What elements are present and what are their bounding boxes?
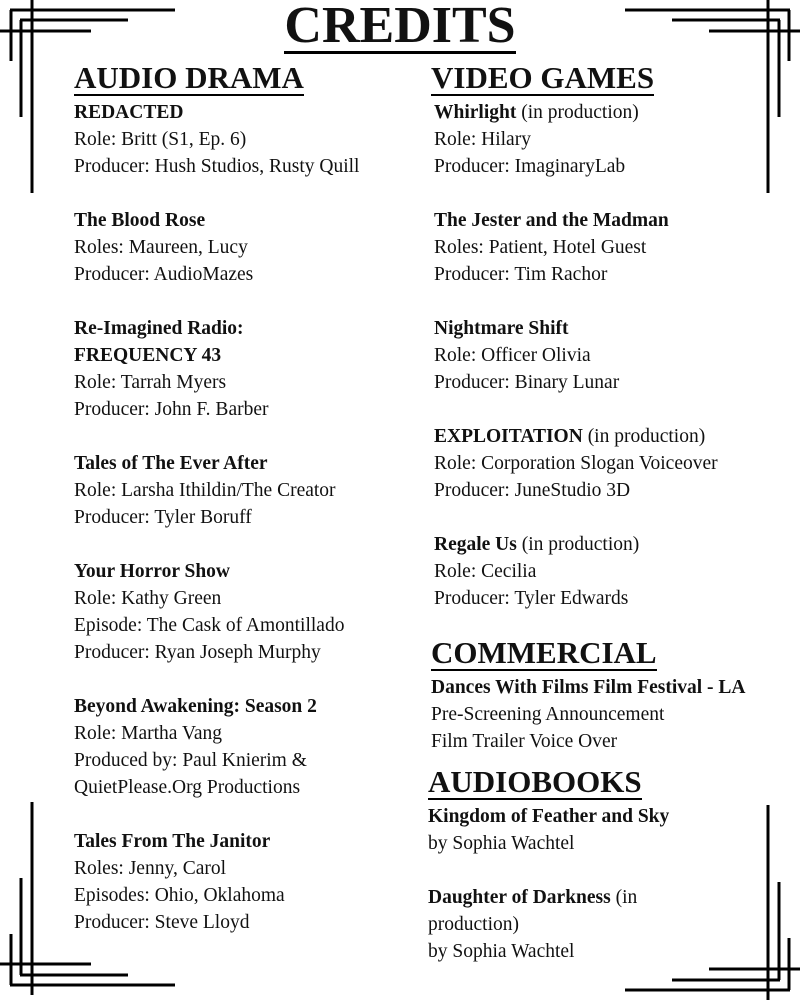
credit-detail: by Sophia Wachtel [428, 941, 575, 962]
credit-detail: production) [428, 914, 519, 935]
credit-detail: Role: Tarrah Myers [74, 372, 227, 393]
credit-title: Nightmare Shift [434, 318, 569, 339]
credit-detail: Producer: ImaginaryLab [434, 156, 626, 177]
credit-detail: QuietPlease.Org Productions [74, 777, 301, 798]
credit-entry [74, 450, 414, 531]
section-audiobooks [428, 766, 688, 965]
credit-detail: Producer: Ryan Joseph Murphy [74, 642, 321, 663]
credit-status: (in [610, 887, 638, 908]
audiobooks-entries [428, 803, 688, 965]
credit-detail: Role: Hilary [434, 129, 531, 150]
credit-title: The Blood Rose [74, 210, 206, 231]
credit-detail: Role: Kathy Green [74, 588, 222, 609]
credit-title: EXPLOITATION [434, 426, 583, 447]
credit-detail: Producer: Tyler Edwards [434, 588, 629, 609]
credit-title: Dances With Films Film Festival - LA [431, 677, 746, 698]
credit-entry [74, 558, 414, 666]
section-heading-audio-drama: AUDIO DRAMA [74, 60, 304, 95]
credit-detail: Producer: Hush Studios, Rusty Quill [74, 156, 360, 177]
credit-status: (in production) [516, 534, 640, 555]
credit-title: Tales From The Janitor [74, 831, 271, 852]
credit-detail: Roles: Maureen, Lucy [74, 237, 248, 258]
credit-entry [434, 99, 791, 180]
page-title [0, 0, 800, 54]
credit-title: Beyond Awakening: Season 2 [74, 696, 317, 717]
credit-title: The Jester and the Madman [434, 210, 669, 231]
credit-title: Regale Us [434, 534, 517, 555]
credit-title: REDACTED [74, 102, 184, 123]
section-commercial [431, 637, 791, 755]
credit-title: Your Horror Show [74, 561, 231, 582]
credit-title: Daughter of Darkness [428, 887, 611, 908]
credit-entry [74, 693, 414, 801]
credit-title: Tales of The Ever After [74, 453, 268, 474]
credit-entry [428, 803, 688, 857]
credit-detail: Role: Corporation Slogan Voiceover [434, 453, 718, 474]
credit-entry [434, 423, 791, 504]
credit-detail: Producer: Steve Lloyd [74, 912, 250, 933]
credit-entry [434, 315, 791, 396]
credit-entry [434, 531, 791, 612]
credit-title: Re-Imagined Radio: [74, 318, 244, 339]
credit-detail: by Sophia Wachtel [428, 833, 575, 854]
credit-detail: Role: Officer Olivia [434, 345, 591, 366]
credit-detail: Episodes: Ohio, Oklahoma [74, 885, 285, 906]
credit-detail: Producer: John F. Barber [74, 399, 269, 420]
credit-entry [434, 207, 791, 288]
credit-detail: Role: Britt (S1, Ep. 6) [74, 129, 247, 150]
credit-detail: Episode: The Cask of Amontillado [74, 615, 345, 636]
page-title-text: CREDITS [284, 0, 516, 54]
credit-detail: Role: Cecilia [434, 561, 537, 582]
credit-status: (in production) [516, 102, 639, 123]
section-audio-drama [74, 62, 414, 936]
credit-detail: Film Trailer Voice Over [431, 731, 618, 752]
credit-detail: Producer: AudioMazes [74, 264, 254, 285]
credit-entry [428, 884, 688, 965]
credit-detail: Producer: Tim Rachor [434, 264, 608, 285]
section-heading-audiobooks: AUDIOBOOKS [428, 764, 642, 799]
credit-detail: Roles: Patient, Hotel Guest [434, 237, 647, 258]
audio-drama-entries [74, 99, 414, 936]
credit-detail: Role: Martha Vang [74, 723, 223, 744]
credit-entry [74, 315, 414, 423]
credit-detail: Producer: JuneStudio 3D [434, 480, 631, 501]
credit-entry [74, 99, 414, 180]
credit-entry [74, 828, 414, 936]
credit-detail: Producer: Tyler Boruff [74, 507, 252, 528]
credit-title: Kingdom of Feather and Sky [428, 806, 670, 827]
credit-detail: Roles: Jenny, Carol [74, 858, 227, 879]
credit-title-continued: FREQUENCY 43 [74, 345, 222, 366]
credit-detail: Pre-Screening Announcement [431, 704, 665, 725]
video-games-entries [431, 99, 791, 612]
credit-status: (in production) [582, 426, 706, 447]
credit-title: Whirlight [434, 102, 517, 123]
credit-entry [74, 207, 414, 288]
credit-detail: Produced by: Paul Knierim & [74, 750, 307, 771]
credit-detail: Producer: Binary Lunar [434, 372, 620, 393]
commercial-entries [431, 674, 791, 755]
section-heading-commercial: COMMERCIAL [431, 635, 657, 670]
credit-detail: Role: Larsha Ithildin/The Creator [74, 480, 336, 501]
credit-entry [431, 674, 791, 755]
section-heading-video-games: VIDEO GAMES [431, 60, 655, 95]
section-video-games [431, 62, 791, 612]
